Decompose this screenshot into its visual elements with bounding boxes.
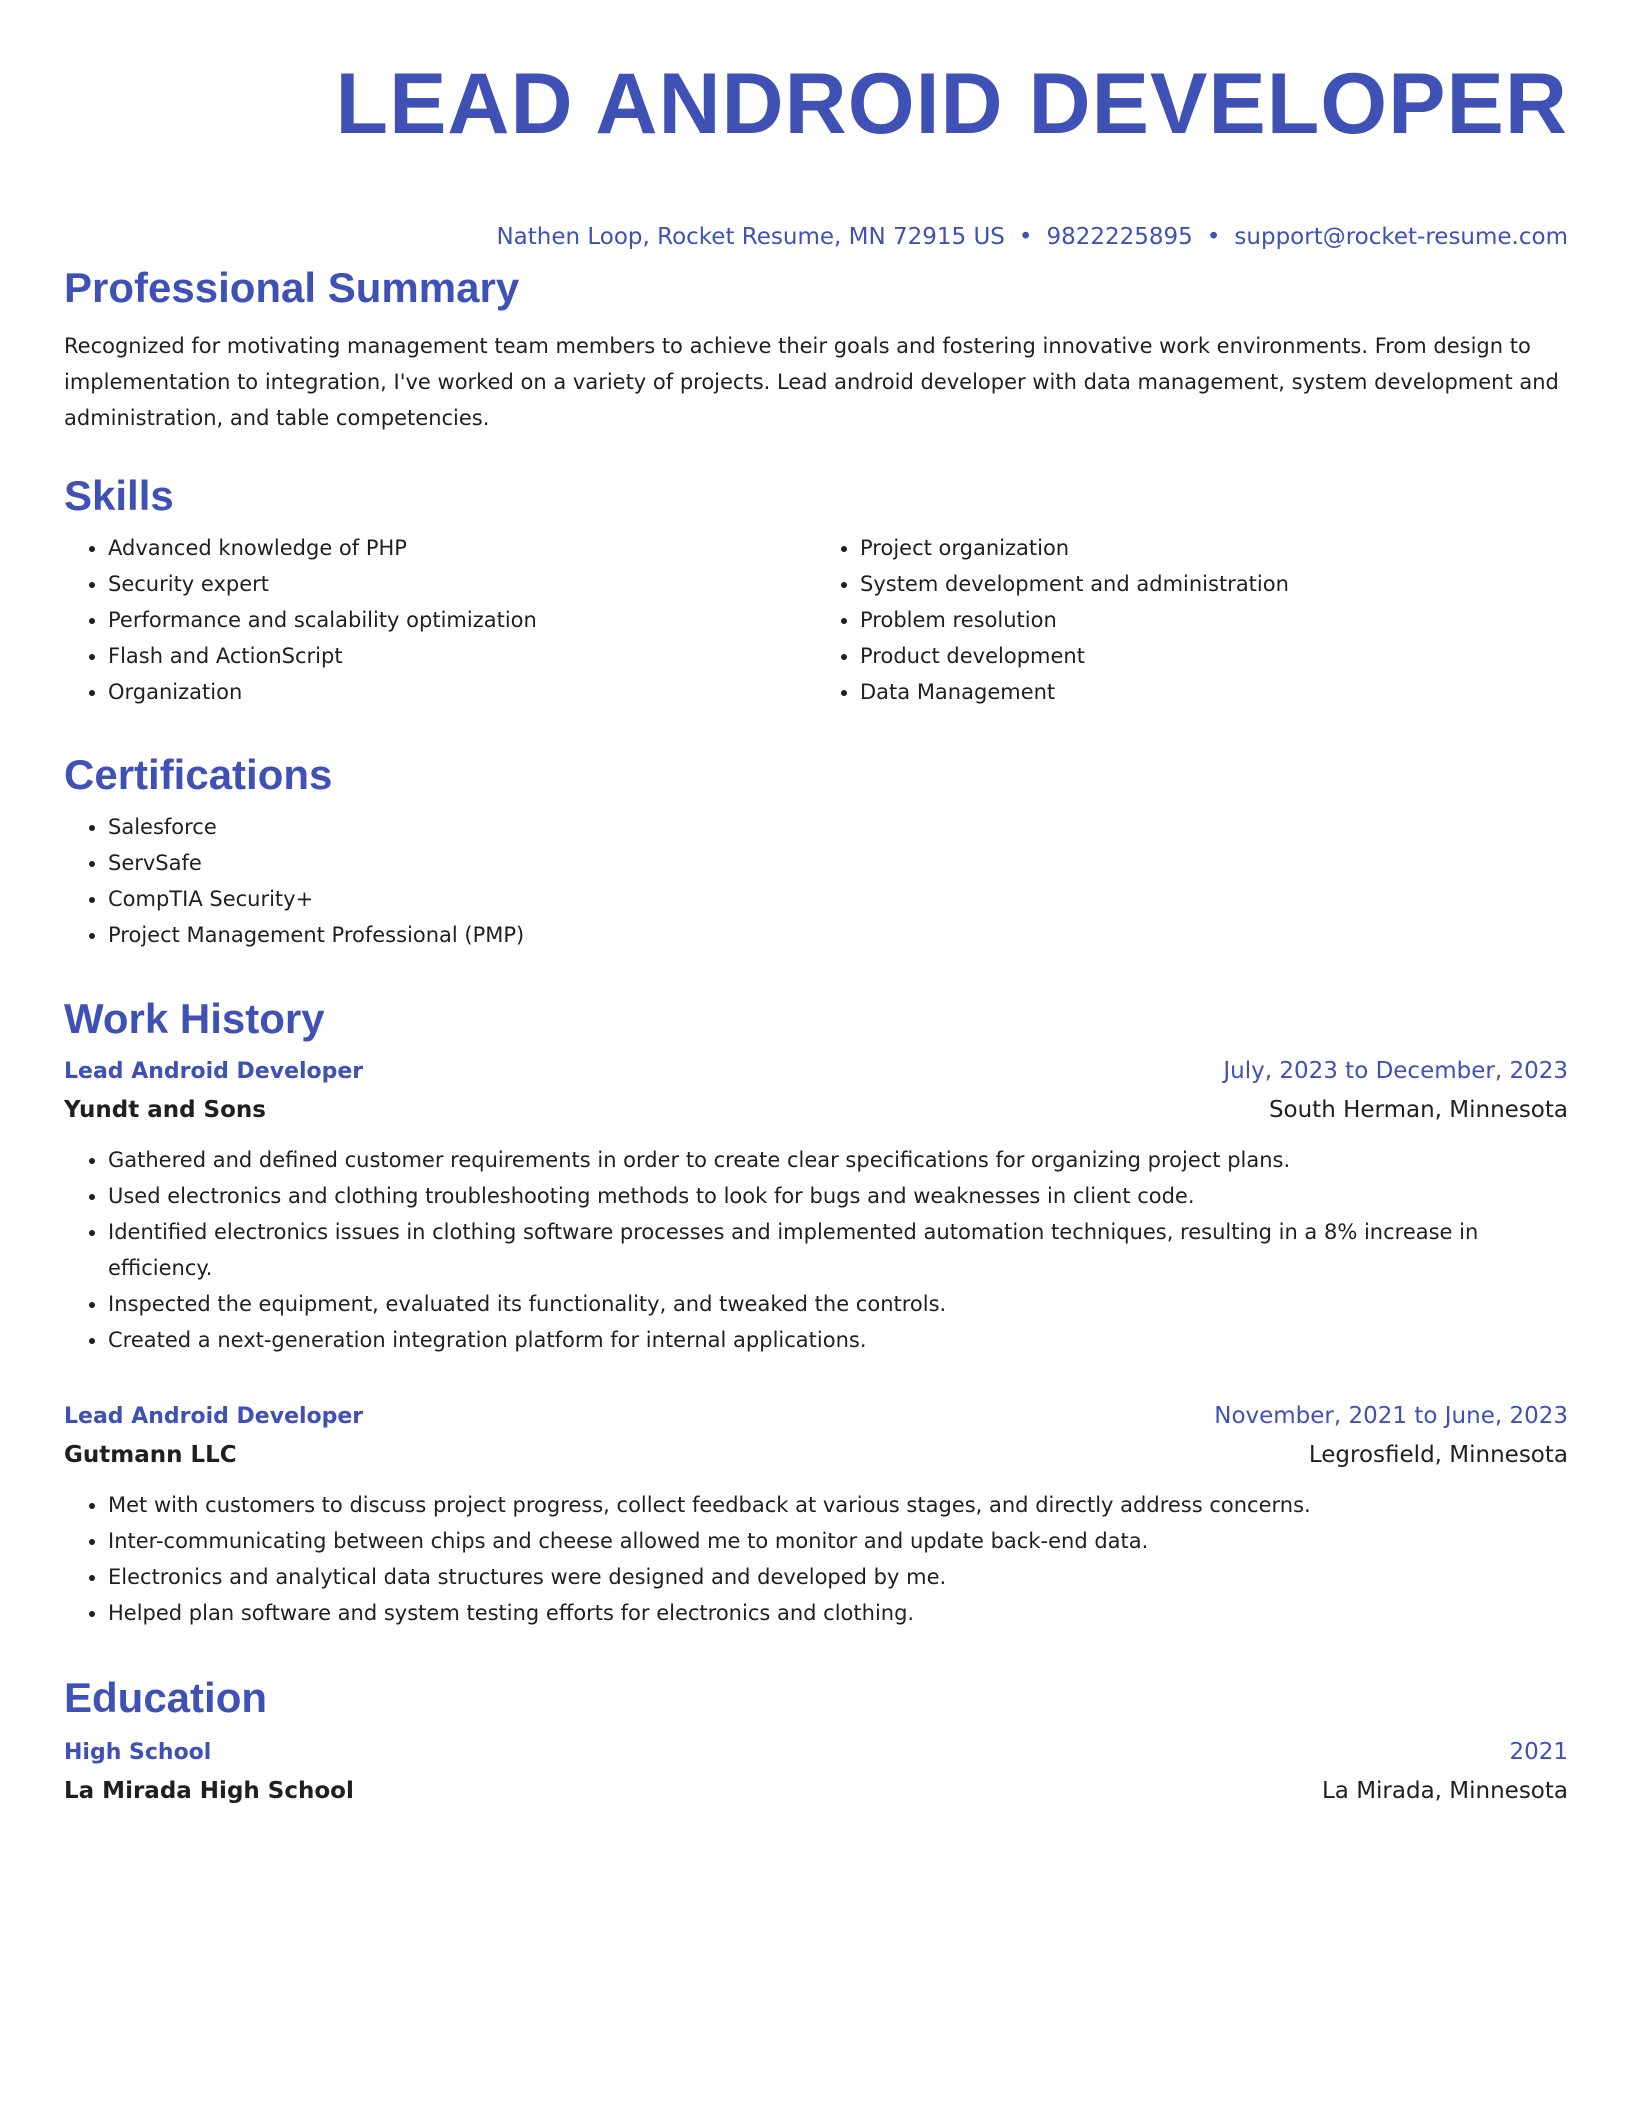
certification-item: • ServSafe <box>108 845 1568 881</box>
job-title: Lead Android Developer <box>64 1059 364 1084</box>
skill-item: • Problem resolution <box>860 602 1568 638</box>
contact-phone: 9822225895 <box>1046 224 1193 250</box>
job-company: Yundt and Sons <box>64 1097 266 1123</box>
skill-item: • Data Management <box>860 674 1568 710</box>
education-heading: Education <box>64 1674 268 1721</box>
skill-item: • System development and administration <box>860 566 1568 602</box>
job-bullet: • Inspected the equipment, evaluated its functionality, and tweaked the controls. <box>108 1286 1568 1322</box>
job-bullet: • Inter-communicating between chips and cheese allowed me to monitor and update back-end data. <box>108 1523 1568 1559</box>
job-title: Lead Android Developer <box>64 1404 364 1429</box>
job-company-row <box>64 1090 1568 1130</box>
certification-item: • Salesforce <box>108 809 1568 845</box>
contact-separator: • <box>1018 224 1033 250</box>
education-degree-row <box>64 1734 1568 1771</box>
certifications-list <box>64 809 1568 953</box>
job-bullet: • Electronics and analytical data structures were designed and developed by me. <box>108 1559 1568 1595</box>
skill-item: • Product development <box>860 638 1568 674</box>
job-entry <box>64 1398 1568 1631</box>
education-section <box>64 1672 1568 1811</box>
job-company-row <box>64 1435 1568 1475</box>
contact-line <box>64 222 1568 252</box>
job-dates: July, 2023 to December, 2023 <box>1223 1058 1568 1084</box>
job-location: Legrosfield, Minnesota <box>1308 1442 1568 1468</box>
skill-item: • Flash and ActionScript <box>108 638 816 674</box>
job-bullet: • Created a next-generation integration platform for internal applications. <box>108 1322 1568 1358</box>
certification-item: • Project Management Professional (PMP) <box>108 917 1568 953</box>
skills-column-left <box>64 530 816 710</box>
skills-column-right <box>816 530 1568 710</box>
job-company: Gutmann LLC <box>64 1442 237 1468</box>
skill-item: • Advanced knowledge of PHP <box>108 530 816 566</box>
job-bullet: • Met with customers to discuss project progress, collect feedback at various stages, and directly address concerns. <box>108 1487 1568 1523</box>
job-location: South Herman, Minnesota <box>1268 1097 1568 1123</box>
skills-section <box>64 470 1568 710</box>
contact-email[interactable]: support@rocket-resume.com <box>1234 224 1568 250</box>
job-bullet: • Identified electronics issues in clothing software processes and implemented automation techniques, resulting in a 8% increase in efficiency. <box>108 1214 1568 1286</box>
education-school-row <box>64 1771 1568 1811</box>
skills-columns <box>64 530 1568 710</box>
job-title-row <box>64 1398 1568 1435</box>
contact-address: Nathen Loop, Rocket Resume, MN 72915 US <box>496 224 1005 250</box>
job-bullet: • Helped plan software and system testing efforts for electronics and clothing. <box>108 1595 1568 1631</box>
job-entry <box>64 1053 1568 1358</box>
job-bullets <box>64 1487 1568 1631</box>
job-title-row <box>64 1053 1568 1090</box>
job-dates: November, 2021 to June, 2023 <box>1214 1403 1568 1429</box>
work-history-heading: Work History <box>64 995 325 1042</box>
contact-separator: • <box>1206 224 1221 250</box>
skills-heading: Skills <box>64 472 174 519</box>
certifications-heading: Certifications <box>64 751 333 798</box>
certification-item: • CompTIA Security+ <box>108 881 1568 917</box>
skill-item: • Organization <box>108 674 816 710</box>
skills-list-right <box>816 530 1568 710</box>
education-school: La Mirada High School <box>64 1778 354 1804</box>
summary-text: Recognized for motivating management team members to achieve their goals and fostering innovative work environments. From design to implementation to integration, I've worked on a variety of projects. Lead android developer with data management, system development and administration, and table competencies. <box>64 334 1559 430</box>
education-year: 2021 <box>1509 1739 1568 1765</box>
resume-header <box>64 54 1568 252</box>
education-location: La Mirada, Minnesota <box>1321 1778 1568 1804</box>
skill-item: • Security expert <box>108 566 816 602</box>
job-bullets <box>64 1142 1568 1358</box>
summary-heading: Professional Summary <box>64 264 520 311</box>
certifications-section <box>64 749 1568 953</box>
skill-item: • Performance and scalability optimization <box>108 602 816 638</box>
education-entry <box>64 1734 1568 1811</box>
summary-section <box>64 262 1568 436</box>
skills-list-left <box>64 530 816 710</box>
education-degree: High School <box>64 1740 212 1765</box>
work-history-section <box>64 993 1568 1631</box>
skill-item: • Project organization <box>860 530 1568 566</box>
resume-title: LEAD ANDROID DEVELOPER <box>335 56 1568 152</box>
job-bullet: • Used electronics and clothing troubleshooting methods to look for bugs and weaknesses in client code. <box>108 1178 1568 1214</box>
job-bullet: • Gathered and defined customer requirements in order to create clear specifications for organizing project plans. <box>108 1142 1568 1178</box>
